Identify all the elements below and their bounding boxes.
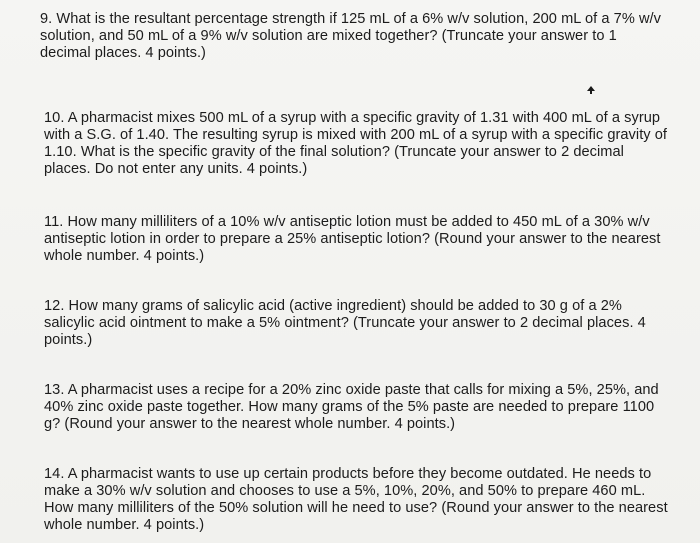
question-14: 14. A pharmacist wants to use up certain products before they become outdated. He needs to make a 30% w/v solution and chooses to use a 5%, 10%, 20%, and 50% to prepare 460 mL. How many milliliters of the 50% solution will he need to use? (Round your answer to the nearest whole number. 4 points.)	[44, 466, 668, 533]
question-10: 10. A pharmacist mixes 500 mL of a syrup with a specific gravity of 1.31 with 400 mL of a syrup with a S.G. of 1.40. The resulting syrup is mixed with 200 mL of a syrup with a specific gravity of 1.10. What is the specific gravity of the final solution? (Truncate your answer to 2 decimal places. Do not enter any units. 4 points.)	[44, 110, 668, 177]
mouse-pointer-icon	[586, 82, 596, 94]
question-9: 9. What is the resultant percentage strength if 125 mL of a 6% w/v solution, 200 mL of a 7% w/v solution, and 50 mL of a 9% w/v solution are mixed together? (Truncate your answer to 1 decimal places. 4 points.)	[40, 11, 661, 61]
question-13: 13. A pharmacist uses a recipe for a 20% zinc oxide paste that calls for mixing a 5%, 25%, and 40% zinc oxide paste together. How many grams of the 5% paste are needed to prepare 1100 g? (Round your answer to the nearest whole number. 4 points.)	[44, 382, 659, 432]
question-12: 12. How many grams of salicylic acid (active ingredient) should be added to 30 g of a 2% salicylic acid ointment to make a 5% ointment? (Truncate your answer to 2 decimal places. 4 points.)	[44, 298, 646, 348]
question-11: 11. How many milliliters of a 10% w/v antiseptic lotion must be added to 450 mL of a 30% w/v antiseptic lotion in order to prepare a 25% antiseptic lotion? (Round your answer to the nearest whole number. 4 points.)	[44, 214, 661, 264]
